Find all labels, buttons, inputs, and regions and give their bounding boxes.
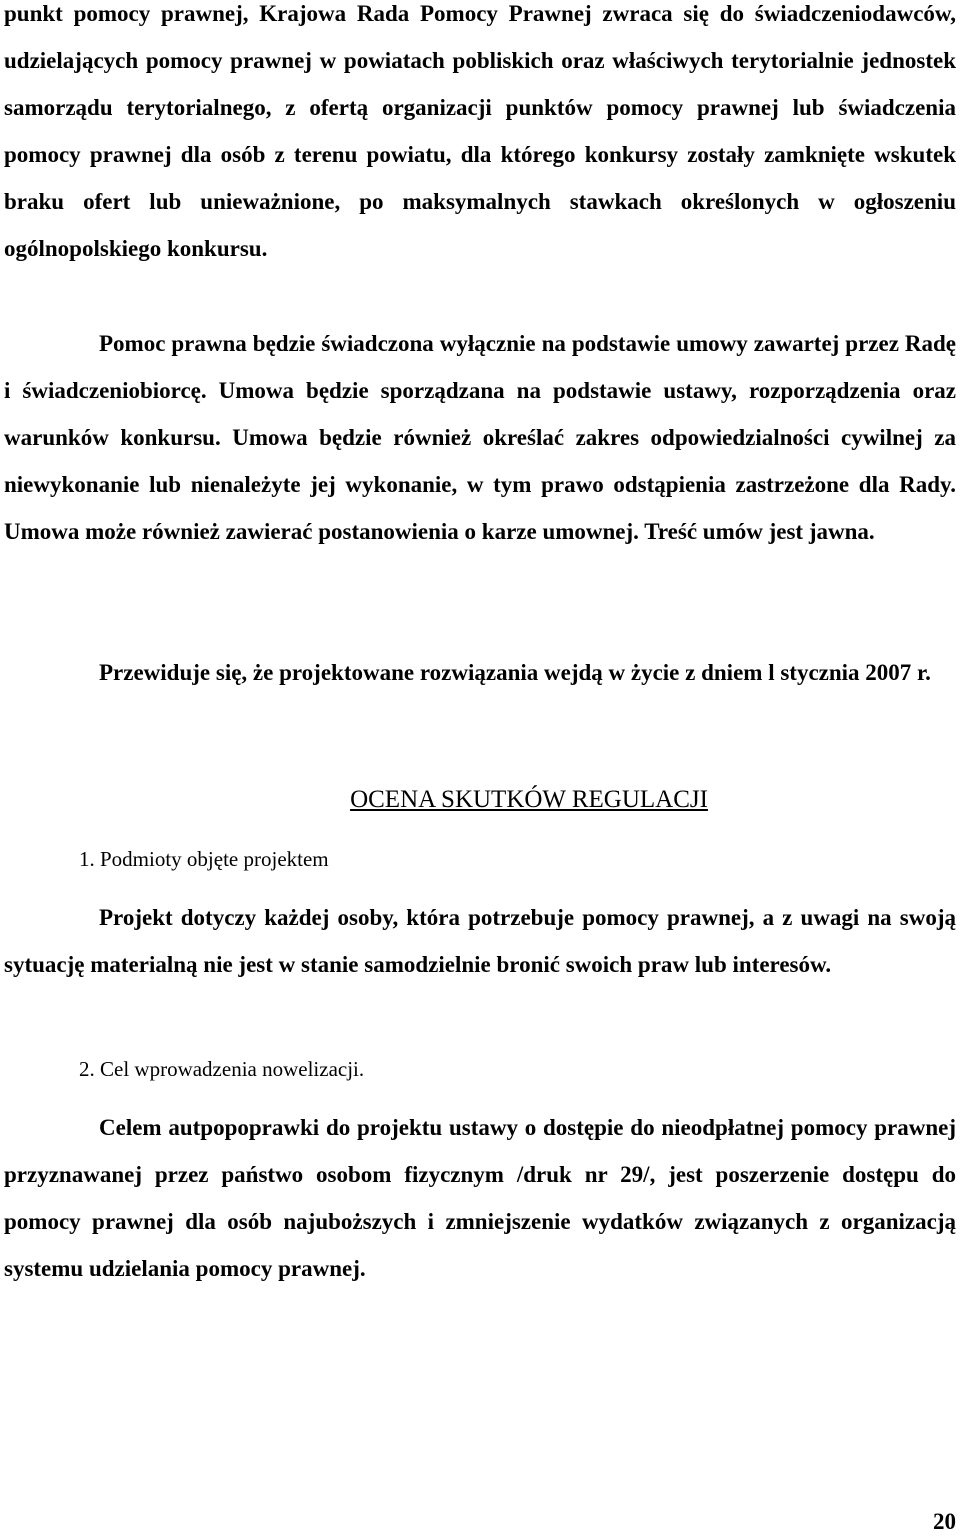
subsection-title-affected-entities: 1. Podmioty objęte projektem [79, 847, 329, 871]
paragraph-purpose: Celem autpopoprawki do projektu ustawy o dostępie do nieodpłatnej pomocy prawnej przyznawanej przez państwo osobom fizycznym /druk nr 29/, jest poszerzenie dostępu do pomocy prawnej dla osób najuboższych i zmniejszenie wydatków związanych z organizacją systemu udzielania pomocy prawnej. [4, 1115, 956, 1281]
paragraph-legal-aid-points: punkt pomocy prawnej, Krajowa Rada Pomocy Prawnej zwraca się do świadczeniodawców, udzielających pomocy prawnej w powiatach pobliskich oraz właściwych terytorialnie jednostek samorządu terytorialnego, z ofertą organizacji punktów pomocy prawnej lub świadczenia pomocy prawnej dla osób z terenu powiatu, dla którego konkursy zostały zamknięte wskutek braku ofert lub unieważnione, po maksymalnych stawkach określonych w ogłoszeniu ogólnopolskiego konkursu. [4, 1, 956, 261]
subsection-title-purpose: 2. Cel wprowadzenia nowelizacji. [79, 1057, 365, 1081]
paragraph-legal-aid-contract: Pomoc prawna będzie świadczona wyłącznie na podstawie umowy zawartej przez Radę i świadczeniobiorcę. Umowa będzie sporządzana na podstawie ustawy, rozporządzenia oraz warunków konkursu. Umowa będzie również określać zakres odpowiedzialności cywilnej za niewykonanie lub nienależyte jej wykonanie, w tym prawo odstąpienia zastrzeżone dla Rady. Umowa może również zawierać postanowienia o karze umownej. Treść umów jest jawna. [4, 331, 956, 544]
paragraph-entry-into-force: Przewiduje się, że projektowane rozwiązania wejdą w życie z dniem l stycznia 2007 r. [99, 660, 931, 685]
paragraph-affected-entities: Projekt dotyczy każdej osoby, która potrzebuje pomocy prawnej, a z uwagi na swoją sytuację materialną nie jest w stanie samodzielnie bronić swoich praw lub interesów. [4, 905, 956, 977]
section-heading-regulatory-impact: OCENA SKUTKÓW REGULACJI [350, 786, 708, 813]
document-page [4, 0, 956, 1537]
page-number: 20 [933, 1509, 956, 1534]
